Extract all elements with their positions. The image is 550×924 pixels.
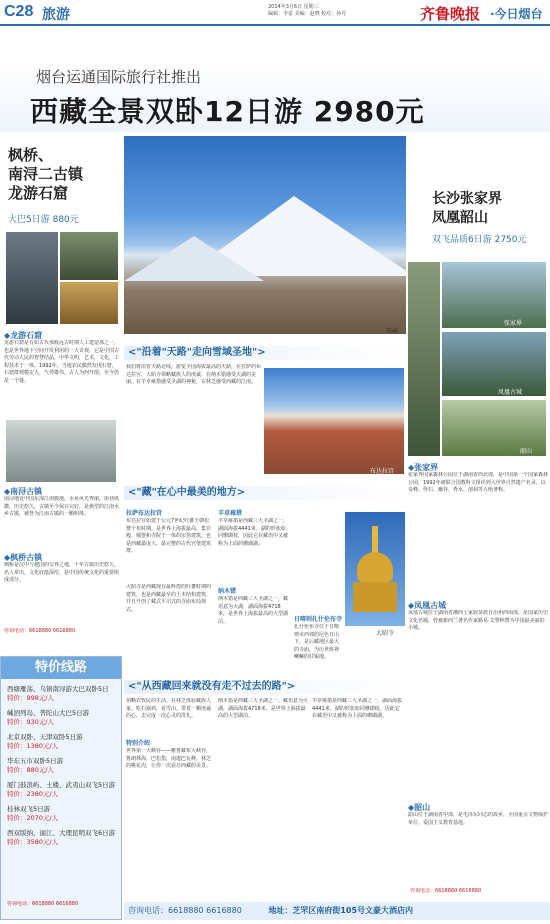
edition-name: ·今日烟台	[490, 7, 543, 21]
route-name: 北京双卧、天津双卧5日游	[7, 733, 83, 741]
special-routes-box	[0, 656, 122, 920]
statue-photo	[408, 262, 440, 456]
sec1-heading: 拉萨布达拉宫	[126, 510, 163, 517]
right-item-2-title: ◆凤凰古城	[408, 601, 447, 610]
sec6-text: 领略农牧民的生活，在林芝体验藏族人家，吃石锅鸡，看雪山。带着一颗虔诚的心，去完成一次心灵的洗礼。	[126, 698, 212, 720]
list-item	[7, 685, 119, 703]
left-item-2-title: ◆南浔古镇	[4, 487, 43, 496]
list-item	[7, 805, 119, 823]
sec4-text: 纳木错是西藏三大圣湖之一，藏语意为天湖，湖面海拔4718米，是世界上海拔最高的大型湖泊。	[218, 596, 289, 625]
route-price: 特价：2070元/人	[7, 814, 59, 822]
left-item-2-text: 南浔地处中国东部江南腹地，水乡风光秀丽，街巷纵横，历史悠久，古镇至今保存完好，是典型的江南水乡古镇，被誉为江南古镇的一颗明珠。	[4, 496, 120, 518]
left-feature-price: 大巴5日游 880元	[8, 215, 79, 225]
right-item-1-title: ◆张家界	[408, 463, 439, 472]
zhangjiajie-photo	[442, 262, 546, 328]
right-phone: 咨询电话：6618880 6616880	[410, 888, 482, 894]
route-price: 特价：998元/人	[7, 694, 55, 702]
section-banner-2: <"藏"在心中最美的地方>	[124, 486, 404, 500]
list-item	[7, 781, 119, 799]
intro-text: 我们将沿着天路北线，游览全国海拔最高的天路，在拉萨的布达拉宫、大昭寺领略藏族人的虔诚，在纳木错感受天湖的美丽，在羊卓雍措感受圣湖的神秘，在林芝感受西藏的江南。	[126, 364, 262, 386]
left-item-1-text: 龙游石窟是有如古代那般远古时期人工建造那之一，也是世界地下空间开发利用的一大奇观，它是中国古代劳动人民的智慧结晶，中华文明，艺术，文化，工程技术于一体。1992年，当地农民偶然发现石窟，石窟群规模宏大，气势雄伟，古人为何开凿，至今仍是一个谜。	[4, 340, 120, 384]
route-price: 特价：1380元/人	[7, 742, 59, 750]
right-feature-price: 双飞品质6日游 2750元	[432, 235, 527, 245]
footer-address: 地址：芝罘区南府街105号文豪大酒店内	[268, 906, 414, 915]
newspaper-logo: 齐鲁晚报	[420, 5, 481, 23]
sec3-heading: 日喀则扎什伦布寺	[294, 616, 343, 623]
special-routes-title: 特价线路	[1, 657, 121, 679]
shaoshan-caption: 韶山	[520, 448, 533, 455]
water-town-photo	[6, 420, 116, 482]
right-feature-title: 长沙张家界 凤凰韶山	[432, 191, 502, 226]
contact-footer	[124, 902, 550, 920]
right-item-3-text: 韶山位于湖南省中部，是毛泽东同志的故乡，全国重点文物保护单位，爱国主义教育基地。	[408, 812, 548, 826]
headline-kicker: 烟台运通国际旅行社推出	[36, 68, 202, 86]
sec2-heading: 羊卓雍措	[218, 510, 243, 517]
route-name: 嵊泗列岛、普陀山大巴5日游	[7, 709, 90, 717]
footer-phone: 咨询电话：6618880 6616880	[128, 906, 242, 915]
list-item	[7, 829, 119, 847]
mountain-ridge	[124, 236, 264, 281]
section-banner-1: <"沿着"天路"走向雪域圣地">	[124, 346, 404, 360]
special-routes-list	[7, 685, 119, 853]
left-item-3-title: ◆枫桥古镇	[4, 553, 43, 562]
jokhang-stupa-photo	[345, 512, 405, 626]
route-name: 华东五市双卧5日游	[7, 757, 64, 765]
section-banner-3: <"从西藏回来就没有走不过去的路">	[124, 680, 404, 694]
list-item	[7, 733, 119, 751]
page-number: C28	[4, 3, 34, 20]
potala-palace-photo	[264, 368, 404, 474]
route-name: 西塘雁荡、乌镇南浔游大巴双卧5日	[7, 685, 109, 693]
fenghuang-photo	[442, 332, 546, 396]
route-price: 特价：930元/人	[7, 718, 55, 726]
sec1-text: 布达拉宫始建于公元7世纪吐蕃王朝松赞干布时期，是世界上海拔最高，集宫殿、城堡和寺院于一体的宏伟建筑，也是西藏最庞大、最完整的古代宫堡建筑群。	[126, 518, 212, 555]
sec1-more-text: 大昭寺是西藏现存最辉煌的吐蕃时期的建筑，也是西藏最早的土木结构建筑，并且开创了藏式平川式的寺庙布局规式。	[126, 584, 212, 613]
list-item	[7, 709, 119, 727]
grotto-photo-3	[60, 282, 118, 324]
everest-photo	[124, 136, 406, 334]
right-item-3-title: ◆韶山	[408, 803, 431, 812]
sec2-text: 羊卓雍措是西藏三大圣湖之一，湖面海拔4441米，湖的形状如同珊瑚枝，因此它在藏语中又被称为上面的珊瑚湖。	[218, 518, 289, 547]
left-item-3-text: 枫桥是汉中与越国的交界之地，千年古镇历史悠久，名人辈出，文化底蕴深厚，是中国传统文化的重要组成部分。	[4, 562, 120, 584]
left-feature-title: 枫桥、 南浔二古镇 龙游石窟	[8, 146, 84, 202]
route-name: 厦门鼓浪屿、土楼、武夷山双飞5日游	[7, 781, 116, 789]
route-price: 特价：3580元/人	[7, 838, 59, 846]
everest-caption: 珠峰	[386, 328, 399, 335]
zhangjiajie-caption: 张家界	[504, 320, 523, 327]
editor-line: 编辑：李雷 美编：赵晓 校对：孙丹	[268, 11, 347, 17]
stupa-base	[353, 582, 397, 612]
list-item	[7, 757, 119, 775]
sec5-text-col2: 纳木错是西藏三大圣湖之一，藏语意为天湖，湖面海拔4718米，是世界上海拔最高的大型湖泊。	[218, 698, 308, 720]
sec5-text: 世界第一大峡谷——雅鲁藏布大峡谷，鲁朗林海，巴松措，南迦巴瓦峰，林芝的桃花沟，让你一次看尽西藏的美景。	[126, 748, 212, 770]
section-name: 旅游	[42, 7, 70, 23]
route-price: 特价：880元/人	[7, 766, 55, 774]
sec5-text-col3: 羊卓雍措是西藏三大圣湖之一，湖面海拔4441米，湖的形状如同珊瑚枝，因此它在藏语中又被称为上面的珊瑚湖。	[312, 698, 402, 720]
promo-phone: 咨询电话：6618880 6616880	[7, 901, 79, 907]
right-item-2-text: 凤凰古城位于湖南省湘西土家族苗族自治州西南部，是国家历史文化名城，曾被新西兰著名作家路易·艾黎称赞为中国最美丽的小城。	[408, 610, 548, 632]
sec4-heading: 纳木错	[218, 588, 237, 595]
sec3-text: 扎什伦布寺位于日喀则市西郊的尼色日山下，是后藏地区最大的寺庙，为历世班禅喇嘛的驻锡地。	[294, 624, 340, 661]
route-name: 西双版纳、丽江、大理昆明双飞6日游	[7, 829, 116, 837]
left-phone: 咨询电话：6618880 6616880	[4, 628, 76, 634]
date-line: 2014年3月6日 星期三	[268, 4, 319, 10]
headline-title: 西藏全景双卧12日游 2980元	[30, 95, 425, 128]
stupa-dome	[357, 552, 393, 582]
fenghuang-caption: 凤凰古城	[498, 389, 523, 396]
left-item-1-title: ◆龙游石窟	[4, 331, 43, 340]
jokhang-caption: 大昭寺	[376, 630, 395, 637]
page-header	[0, 0, 550, 26]
route-price: 特价：2380元/人	[7, 790, 59, 798]
grotto-photo-2	[60, 232, 118, 280]
route-name: 桂林双飞5日游	[7, 805, 51, 813]
right-item-1-text: 张家界国家森林公园位于湖南省西北部，是中国第一个国家森林公园，1992年被联合国教科文组织列入世界自然遗产名录，以奇峰、怪石、幽谷、秀水、溶洞等五绝著称。	[408, 472, 548, 494]
potala-caption: 布达拉宫	[370, 468, 395, 475]
stupa-spire	[372, 526, 378, 554]
sec5-heading: 特别介绍	[126, 740, 151, 747]
edition-meta	[268, 4, 418, 18]
grotto-photo	[6, 232, 58, 324]
